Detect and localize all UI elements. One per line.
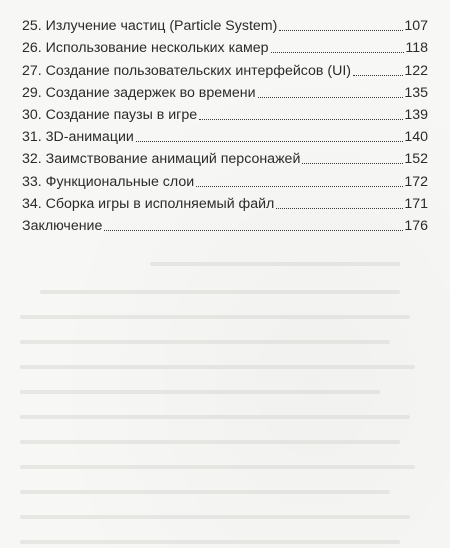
toc-entry-page: 176 <box>404 217 428 234</box>
toc-dot-leader <box>276 208 403 209</box>
toc-entry-title: 33. Функциональные слои <box>22 173 195 190</box>
toc-entry-page: 139 <box>404 106 428 123</box>
toc-dot-leader <box>279 30 403 31</box>
toc-dot-leader <box>104 230 403 231</box>
toc-entry-title: 30. Создание паузы в игре <box>22 106 198 123</box>
toc-entry <box>22 12 428 34</box>
toc-entry-page: 135 <box>404 84 428 101</box>
table-of-contents <box>22 12 428 234</box>
toc-dot-leader <box>258 97 404 98</box>
toc-entry <box>22 212 428 234</box>
toc-entry-title: 25. Излучение частиц (Particle System) <box>22 18 278 35</box>
toc-entry <box>22 56 428 78</box>
toc-entry-page: 122 <box>404 62 428 79</box>
toc-entry-title: Заключение <box>22 217 103 234</box>
toc-entry-title: 29. Создание задержек во времени <box>22 84 256 101</box>
toc-entry <box>22 101 428 123</box>
toc-dot-leader <box>199 119 403 120</box>
toc-entry <box>22 145 428 167</box>
toc-dot-leader <box>271 52 405 53</box>
toc-dot-leader <box>302 163 403 164</box>
toc-entry <box>22 79 428 101</box>
toc-entry-title: 34. Сборка игры в исполняемый файл <box>22 195 275 212</box>
toc-dot-leader <box>136 141 404 142</box>
toc-entry <box>22 190 428 212</box>
toc-entry-title: 27. Создание пользовательских интерфейсов (UI) <box>22 62 352 79</box>
toc-dot-leader <box>353 75 403 76</box>
toc-entry-title: 31. 3D-анимации <box>22 129 134 146</box>
toc-entry-page: 172 <box>404 173 428 190</box>
toc-dot-leader <box>196 186 403 187</box>
toc-entry-page: 107 <box>404 18 428 35</box>
toc-entry <box>22 123 428 145</box>
toc-entry <box>22 167 428 189</box>
toc-entry-page: 171 <box>404 195 428 212</box>
toc-entry <box>22 34 428 56</box>
toc-entry-title: 26. Использование нескольких камер <box>22 40 269 57</box>
toc-entry-page: 140 <box>404 129 428 146</box>
toc-entry-page: 152 <box>404 151 428 168</box>
toc-entry-title: 32. Заимствование анимаций персонажей <box>22 151 301 168</box>
toc-entry-page: 118 <box>405 40 428 57</box>
